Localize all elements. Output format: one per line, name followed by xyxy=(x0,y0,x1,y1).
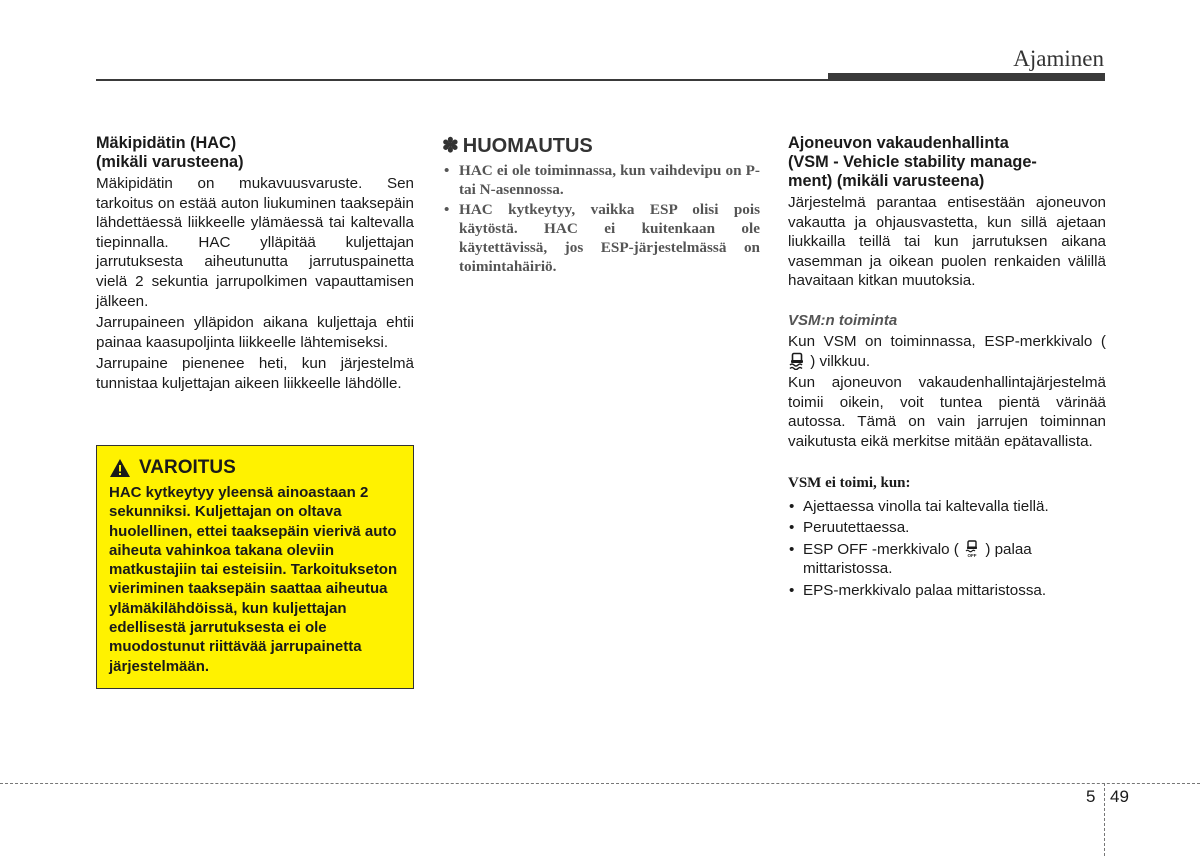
footer-divider xyxy=(0,783,1200,784)
esp-indicator-icon xyxy=(788,352,806,370)
vsm-heading-line2: (VSM - Vehicle stability manage- xyxy=(788,153,1037,171)
chapter-number: 5 xyxy=(1086,787,1096,806)
hac-heading-line1: Mäkipidätin (HAC) xyxy=(96,134,237,152)
list-item: • Peruutettaessa. xyxy=(788,518,1106,538)
hac-heading-line2: (mikäli varusteena) xyxy=(96,153,244,171)
note-item: • HAC kytkeytyy, vaikka ESP olisi pois käytöstä. HAC ei kuitenkaan ole käytettävissä, jos ESP-järjestelmässä on toimintahäiriö. xyxy=(442,200,760,277)
warning-body: HAC kytkeytyy yleensä ainoastaan 2 sekunniksi. Kuljettajan on oltava huolellinen, ettei taaksepäin vierivä auto aiheuta vahinkoa takana oleviin matkustajiin tai esteisiin. Tarkoitukseton vieriminen taaksepäin saattaa aiheutua ylämäkilähdöissä, kun kuljettajan edellisestä jarrutuksesta ei ole muodostunut riittävää jarrupainetta järjestelmään. xyxy=(109,484,398,675)
list-item-text-start: ESP OFF -merkkivalo ( xyxy=(803,540,959,558)
vsm-paragraph-3: Kun ajoneuvon vakaudenhallintajärjestelmä toimii oikein, voit tuntea pientä värinää autossa. Tämä on vain jarrujen toiminnan vaikutusta eikä merkitse mitään epätavallista. xyxy=(788,374,1106,450)
hac-paragraph-2: Jarrupaineen ylläpidon aikana kuljettaja ehtii painaa kaasupoljinta liikkeelle lähtemiseksi. xyxy=(96,314,414,351)
hac-paragraph-3: Jarrupaine pienenee heti, kun järjestelmä tunnistaa kuljettajan aikeen liikkeelle lähdölle. xyxy=(96,355,414,392)
warning-title xyxy=(109,456,401,480)
note-item: • HAC ei ole toiminnassa, kun vaihdevipu on P- tai N-asennossa. xyxy=(442,161,760,200)
hac-paragraph-1: Mäkipidätin on mukavuusvaruste. Sen tarkoitus on estää auton liukuminen taaksepäin lähdettäessä liikkeelle ylämäessä tai kaltevalla tiepinnalla. HAC ylläpitää kuljettajan jarrutuksesta aiheutunutta jarrutuspainetta vielä 2 sekuntia jarrupolkimen vapauttamisen jälkeen. xyxy=(96,175,414,310)
vsm-operation-subheading: VSM:n toiminta xyxy=(788,311,898,329)
warning-title-text: VAROITUS xyxy=(139,457,236,478)
footer-vertical-divider xyxy=(1104,783,1105,856)
vsm-paragraph-2-end: ) vilkkuu. xyxy=(810,352,871,370)
vsm-paragraph-1: Järjestelmä parantaa entisestään ajoneuvon vakautta ja ohjausvastetta, kun sillä ajetaan liukkailla teillä tai kun jarrutuksen aikana vasemman ja oikean puolen renkaiden välillä havaitaan kitkan muutoksia. xyxy=(788,194,1106,290)
vsm-heading xyxy=(788,134,1106,191)
note-title-text: HUOMAUTUS xyxy=(462,135,593,157)
vsm-heading-line1: Ajoneuvon vakaudenhallinta xyxy=(788,134,1009,152)
warning-box xyxy=(96,445,414,689)
svg-text:OFF: OFF xyxy=(967,552,977,558)
vsm-heading-line3: ment) (mikäli varusteena) xyxy=(788,172,985,190)
warning-triangle-icon xyxy=(109,458,131,478)
vsm-paragraph-2-start: Kun VSM on toiminnassa, ESP-merkkivalo ( xyxy=(788,332,1106,350)
list-item xyxy=(788,540,1106,579)
esp-off-indicator-icon xyxy=(963,540,981,558)
header-rule-thick xyxy=(828,73,1105,81)
column-hac xyxy=(96,134,414,394)
note-list xyxy=(442,161,760,277)
vsm-paragraph-2 xyxy=(788,332,1106,371)
column-note xyxy=(442,134,760,277)
note-title xyxy=(442,134,760,158)
vsm-conditions-list xyxy=(788,497,1106,601)
hac-heading xyxy=(96,134,414,172)
list-item-text-end: ) palaa mittaristossa. xyxy=(803,540,1032,578)
list-item: • Ajettaessa vinolla tai kaltevalla tiellä. xyxy=(788,497,1106,517)
list-item: • EPS-merkkivalo palaa mittaristossa. xyxy=(788,581,1106,601)
column-vsm xyxy=(788,134,1106,603)
page-number: 49 xyxy=(1110,787,1129,806)
asterisk-icon: ✽ xyxy=(442,135,459,157)
chapter-header-title: Ajaminen xyxy=(1013,46,1104,71)
vsm-not-working-subheading: VSM ei toimi, kun: xyxy=(788,474,911,491)
